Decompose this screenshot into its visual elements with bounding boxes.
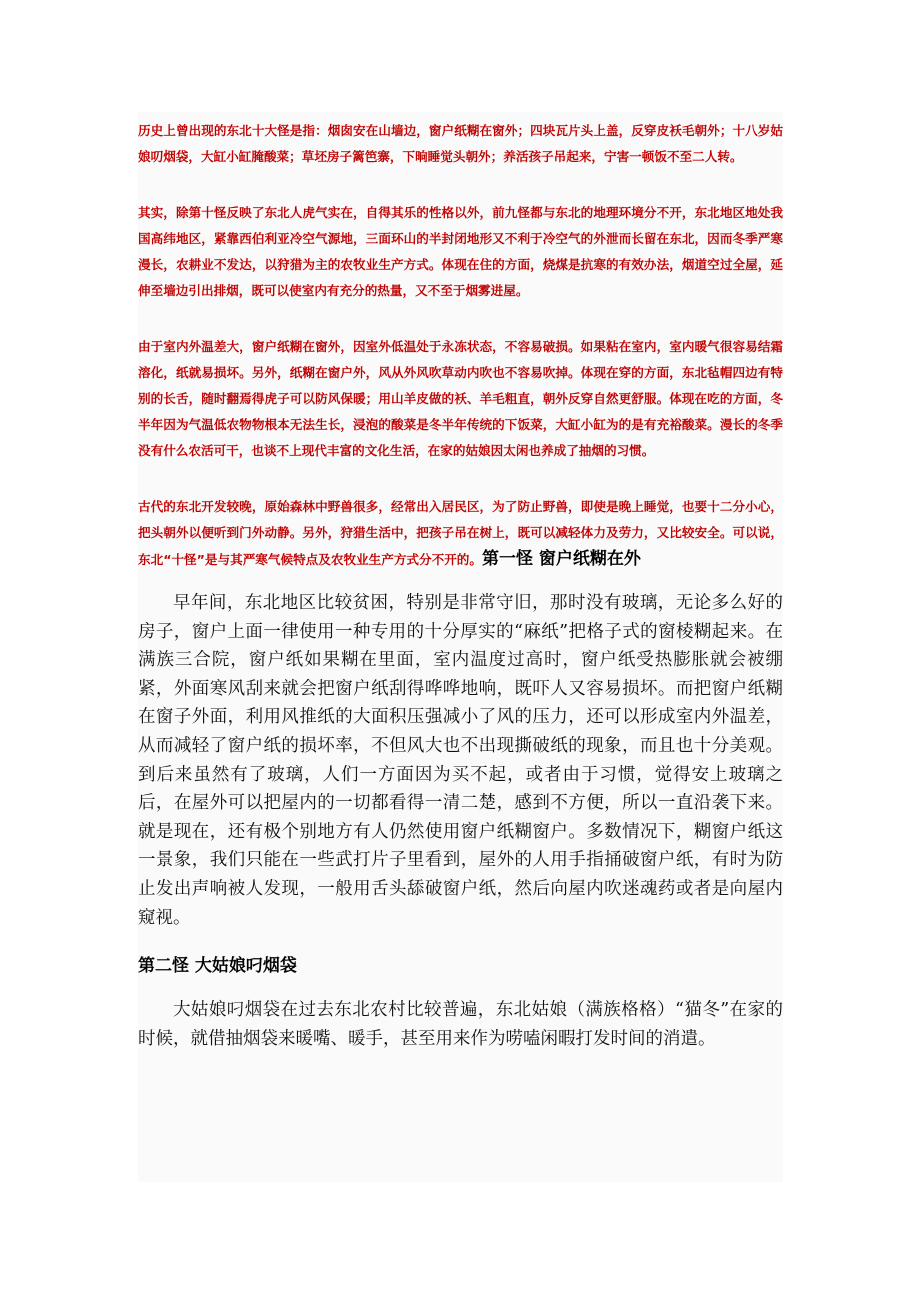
paragraph-gap <box>138 464 783 494</box>
paragraph-gap <box>138 170 783 200</box>
section-2-heading: 第二怪 大姑娘叼烟袋 <box>138 956 297 977</box>
intro-paragraph-4-text: 古代的东北开发较晚，原始森林中野兽很多，经常出入居民区，为了防止野兽，即使是晚上睡觉，也要十二分小心，把头朝外以便听到门外动静。另外，狩猎生活中，把孩子吊在树上，既可以减轻体力及劳力，又比较安全。可以说，东北“十怪”是与其严寒气候特点及农牧业生产方式分不开的。 <box>138 499 783 567</box>
paragraph-gap <box>138 304 783 334</box>
intro-paragraph-3: 由于室内外温差大，窗户纸糊在窗外，因室外低温处于永冻状态，不容易破损。如果粘在室内，室内暖气很容易结霜溶化，纸就易损坏。另外，纸糊在窗户外，风从外风吹草动内吹也不容易吹掉。体现在穿的方面，东北毡帽四边有特别的长舌，随时翻焉得虎子可以防风保暖；用山羊皮做的袄、羊毛粗直，朝外反穿自然更舒服。体现在吃的方面，冬半年因为气温低农物物根本无法生长，浸泡的酸菜是冬半年传统的下饭菜，大缸小缸为的是有充裕酸菜。漫长的冬季没有什么农活可干，也谈不上现代丰富的文化生活，在家的姑娘因太闲也养成了抽烟的习惯。 <box>138 339 783 458</box>
section-2-body: 大姑娘叼烟袋在过去东北农村比较普遍，东北姑娘（满族格格）“猫冬”在家的时候，就借抽烟袋来暖嘴、暖手，甚至用来作为唠嗑闲暇打发时间的消遣。 <box>138 1000 783 1049</box>
intro-paragraph-2: 其实，除第十怪反映了东北人虎气实在，自得其乐的性格以外，前九怪都与东北的地理环境分不开，东北地区地处我国高纬地区，紧靠西伯利亚冷空气源地，三面环山的半封闭地形又不利于冷空气的外泄而长留在东北，因而冬季严寒漫长，农耕业不发达，以狩猎为主的农牧业生产方式。体现在住的方面，烧煤是抗寒的有效办法，烟道空过全屋，延伸至墙边引出排烟，既可以使室内有充分的热量，又不至于烟雾进屋。 <box>138 205 783 298</box>
section-1-body: 早年间，东北地区比较贫困，特别是非常守旧，那时没有玻璃，无论多么好的房子，窗户上面一律使用一种专用的十分厚实的“麻纸”把格子式的窗棱糊起来。在满族三合院，窗户纸如果糊在里面，室内温度过高时，窗户纸受热膨胀就会被绷紧，外面寒风刮来就会把窗户纸刮得哗哗地响，既吓人又容易损坏。而把窗户纸糊在窗子外面，利用风推纸的大面积压强减小了风的压力，还可以形成室内外温差，从而减轻了窗户纸的损坏率，不但风大也不出现撕破纸的现象，而且也十分美观。到后来虽然有了玻璃，人们一方面因为买不起，或者由于习惯，觉得安上玻璃之后，在屋外可以把屋内的一切都看得一清二楚，感到不方便，所以一直沿袭下来。就是现在，还有极个别地方有人仍然使用窗户纸糊窗户。多数情况下，糊窗户纸这一景象，我们只能在一些武打片子里看到，屋外的人用手指捅破窗户纸，有时为防止发出声响被人发现，一般用舌头舔破窗户纸，然后向屋内吹迷魂药或者是向屋内窥视。 <box>138 593 783 928</box>
section-1-heading: 第一怪 窗户纸糊在外 <box>482 549 641 569</box>
intro-paragraph-4 <box>138 494 783 573</box>
document-content <box>138 112 783 1182</box>
intro-paragraph-1: 历史上曾出现的东北十大怪是指：烟囱安在山墙边，窗户纸糊在窗外；四块瓦片头上盖，反穿皮袄毛朝外；十八岁姑娘叨烟袋，大缸小缸腌酸菜；草坯房子篱笆寨，下晌睡觉头朝外；养活孩子吊起来，宁害一顿饭不至二人转。 <box>138 123 783 164</box>
